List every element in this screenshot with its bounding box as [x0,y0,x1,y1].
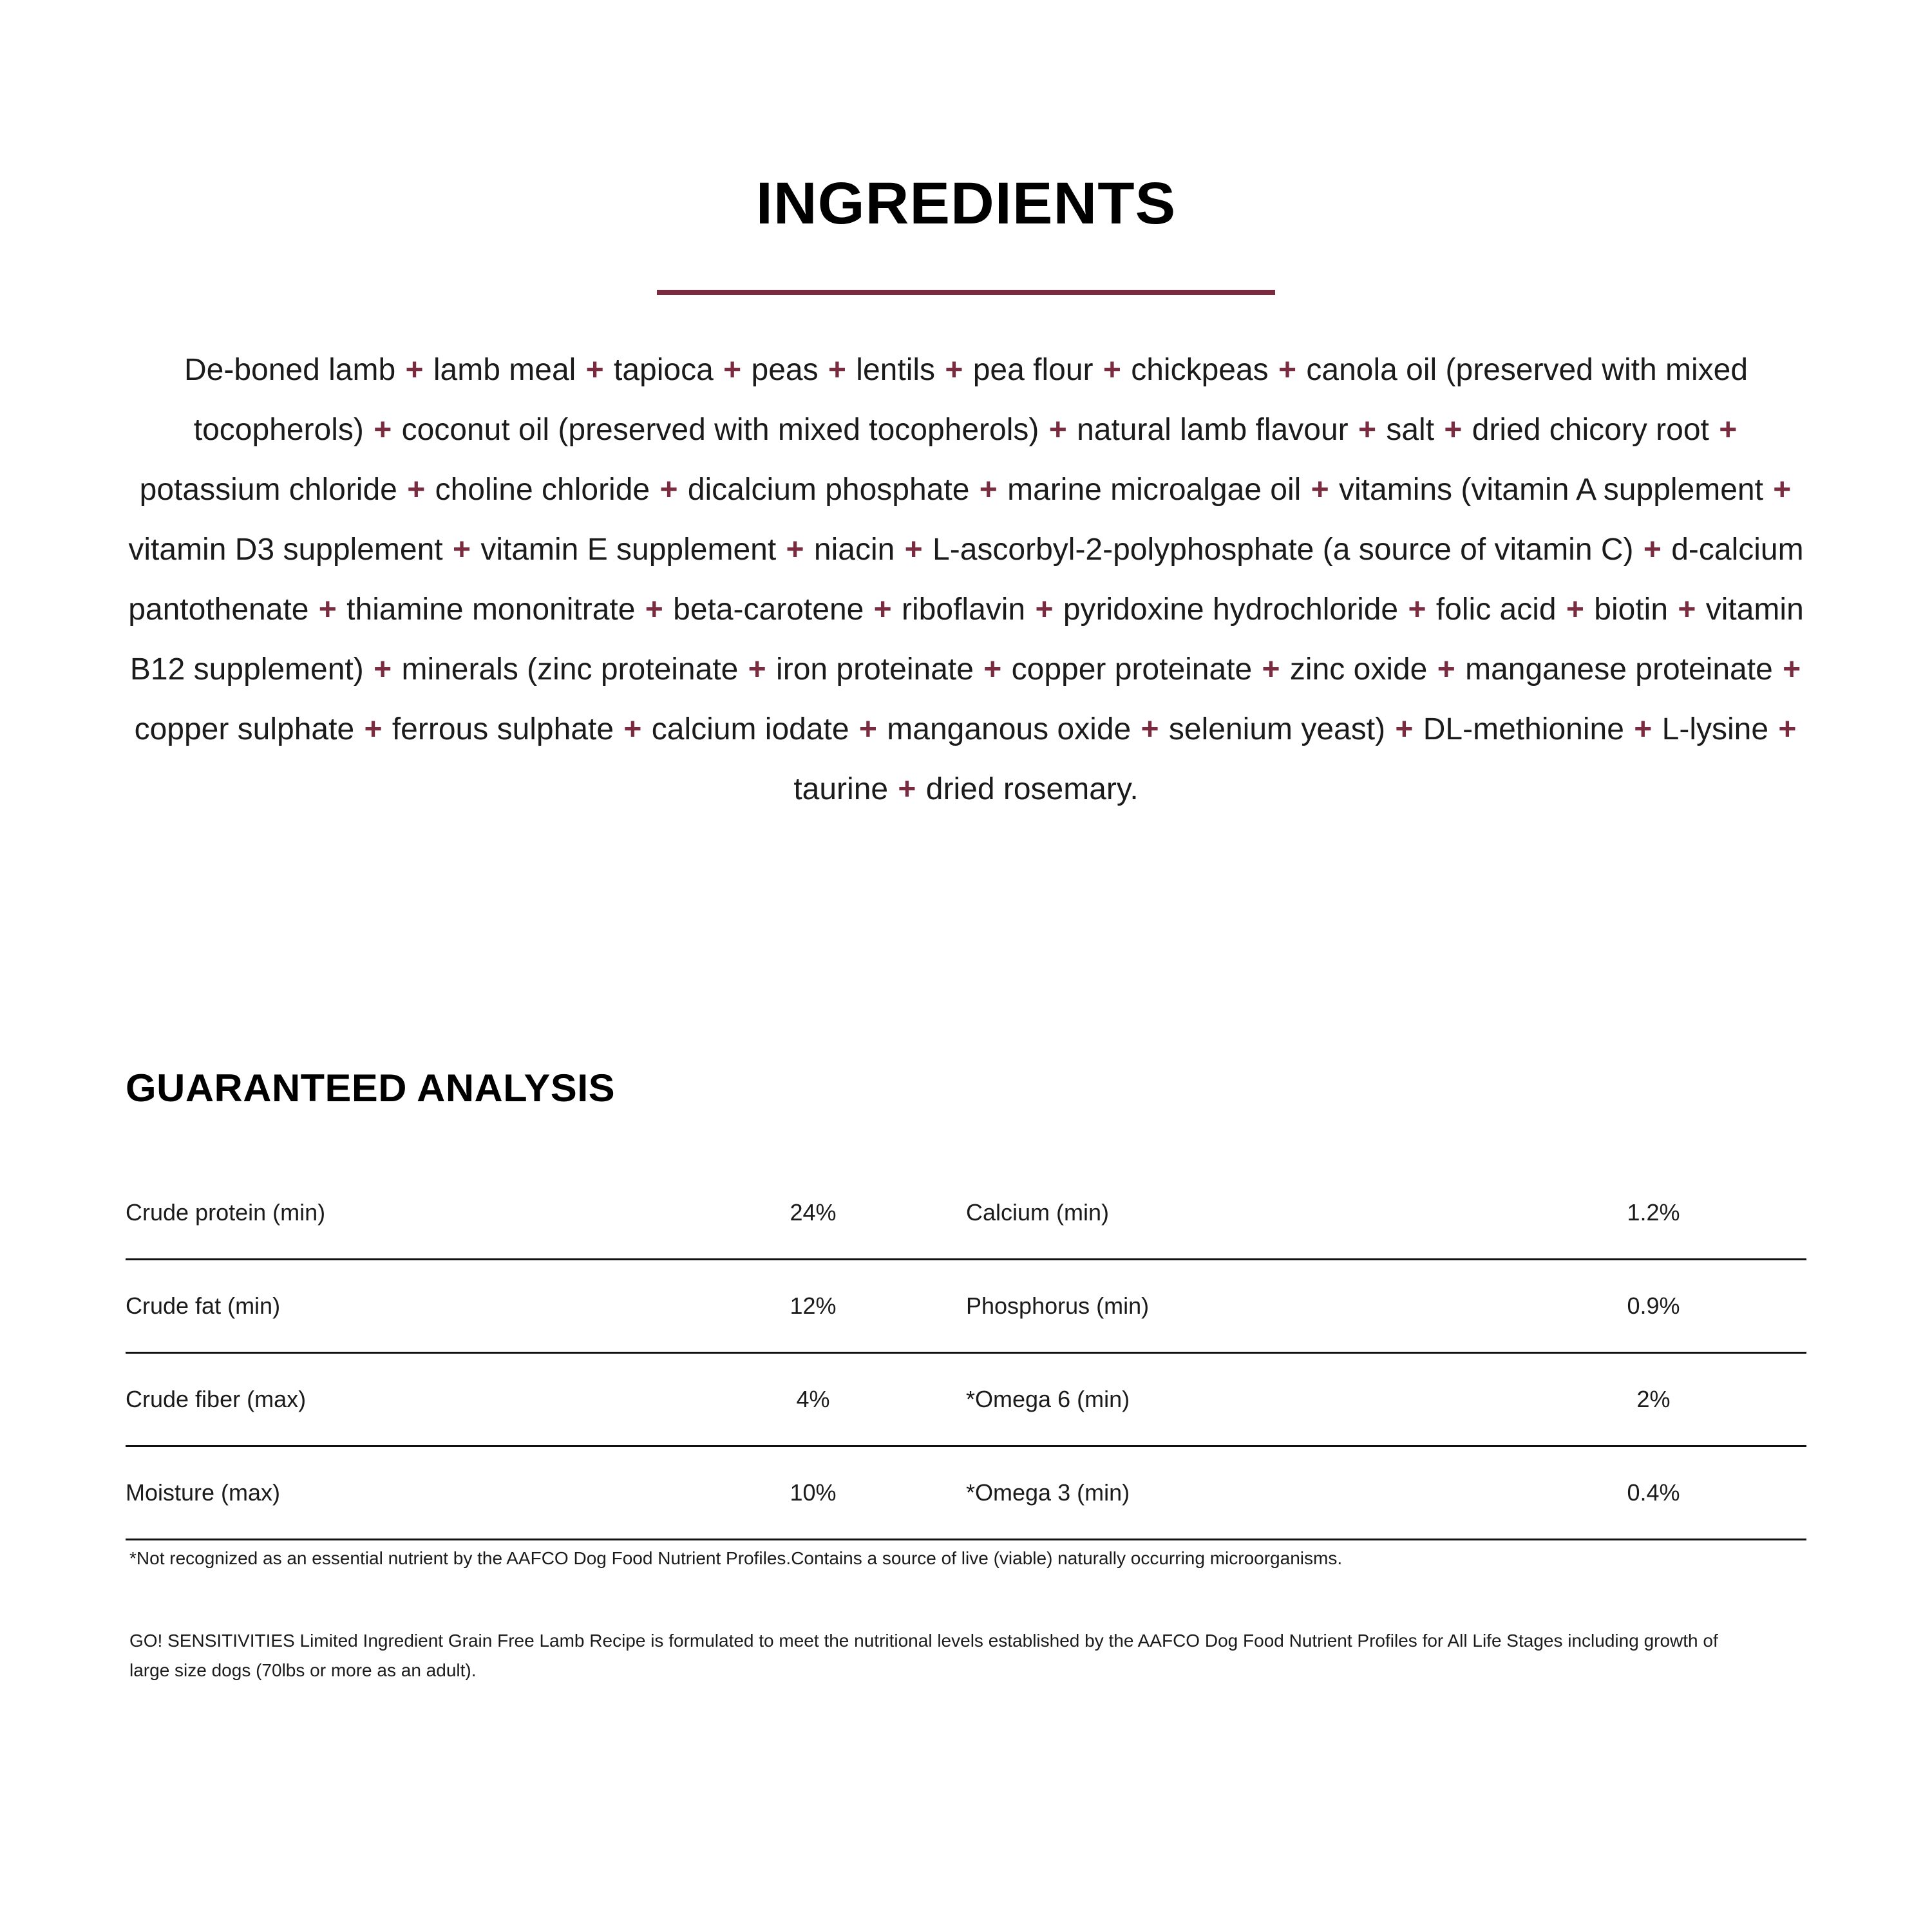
table-row [126,1167,1806,1260]
ingredient-separator: + [444,533,480,567]
ingredient-separator: + [1094,353,1130,387]
ingredient-separator: + [1428,652,1464,687]
analysis-label-right: *Omega 6 (min) [966,1353,1501,1446]
ingredient-separator: + [1132,712,1168,746]
ingredient-item: minerals (zinc proteinate [401,652,739,687]
ingredient-item: vitamin D3 supplement [128,533,443,567]
ingredient-separator: + [714,353,750,387]
ingredient-separator: + [651,473,687,507]
section-title-guaranteed-analysis: GUARANTEED ANALYSIS [126,1066,616,1110]
analysis-value-right: 0.4% [1501,1446,1806,1540]
ingredient-item: calcium iodate [651,712,849,746]
table-row [126,1260,1806,1353]
analysis-label-right: Calcium (min) [966,1167,1501,1260]
analysis-value-left: 24% [660,1167,966,1260]
ingredient-separator: + [636,592,672,627]
analysis-label-left: Moisture (max) [126,1446,660,1540]
ingredients-header [0,0,1932,295]
table-row [126,1353,1806,1446]
ingredient-separator: + [1349,413,1385,447]
ingredient-item: L-ascorbyl-2-polyphosphate (a source of vitamin C) [933,533,1634,567]
ingredient-separator: + [1710,413,1738,447]
aafco-disclaimer: GO! SENSITIVITIES Limited Ingredient Grain Free Lamb Recipe is formulated to meet the nutritional levels established by the AAFCO Dog Food Nutrient Profiles for All Life Stages including growth of large size dogs (70lbs or more as an adult). [129,1631,1718,1680]
ingredient-item: peas [751,353,819,387]
ingredient-separator: + [819,353,855,387]
ingredient-separator: + [1387,712,1422,746]
ingredient-separator: + [398,473,434,507]
ingredient-separator: + [1774,652,1801,687]
analysis-table-body [126,1167,1806,1540]
ingredient-separator: + [1764,473,1792,507]
analysis-footnote: *Not recognized as an essential nutrient by the AAFCO Dog Food Nutrient Profiles.Contains a source of live (viable) naturally occurring microorganisms. [129,1548,1343,1568]
ingredient-separator: + [310,592,346,627]
guaranteed-analysis-table [126,1167,1806,1540]
ingredient-separator: + [1557,592,1593,627]
ingredient-item: beta-carotene [673,592,864,627]
ingredient-item: thiamine mononitrate [346,592,636,627]
ingredient-item: riboflavin [902,592,1026,627]
ingredient-separator: + [365,652,401,687]
ingredient-item: lentils [856,353,936,387]
ingredient-item: ferrous sulphate [392,712,614,746]
analysis-label-left: Crude protein (min) [126,1167,660,1260]
ingredient-item: pyridoxine hydrochloride [1063,592,1399,627]
analysis-label-right: *Omega 3 (min) [966,1446,1501,1540]
analysis-value-right: 2% [1501,1353,1806,1446]
ingredient-item: dried rosemary. [925,772,1139,806]
ingredient-item: manganese proteinate [1465,652,1773,687]
ingredient-item: folic acid [1435,592,1557,627]
ingredient-item: d-calcium pantothenate [128,533,1804,627]
ingredient-separator: + [850,712,886,746]
analysis-value-right: 0.9% [1501,1260,1806,1353]
ingredient-item: natural lamb flavour [1077,413,1349,447]
ingredient-separator: + [1435,413,1471,447]
ingredient-item: dicalcium phosphate [687,473,970,507]
ingredient-separator: + [1669,592,1705,627]
ingredient-separator: + [1040,413,1076,447]
ingredient-item: coconut oil (preserved with mixed tocopherols) [401,413,1039,447]
ingredient-item: vitamin B12 supplement) [129,592,1804,687]
ingredient-separator: + [777,533,813,567]
ingredient-separator: + [1302,473,1338,507]
ingredient-item: selenium yeast) [1168,712,1386,746]
ingredient-separator: + [1027,592,1062,627]
ingredient-separator: + [1269,353,1305,387]
ingredient-item: marine microalgae oil [1007,473,1302,507]
ingredient-separator: + [577,353,613,387]
analysis-label-left: Crude fiber (max) [126,1353,660,1446]
ingredient-item: copper proteinate [1011,652,1253,687]
ingredient-separator: + [615,712,650,746]
ingredient-item: L-lysine [1662,712,1769,746]
ingredient-item: potassium chloride [139,473,397,507]
analysis-label-left: Crude fat (min) [126,1260,660,1353]
ingredient-separator: + [1253,652,1289,687]
ingredient-separator: + [896,533,932,567]
ingredient-item: salt [1386,413,1435,447]
ingredient-separator: + [889,772,925,806]
ingredients-list [122,295,1810,819]
ingredient-item: iron proteinate [776,652,974,687]
ingredient-item: copper sulphate [134,712,355,746]
table-row [126,1446,1806,1540]
ingredient-separator: + [1770,712,1797,746]
ingredient-separator: + [936,353,972,387]
ingredient-separator: + [974,652,1010,687]
ingredient-separator: + [397,353,432,387]
ingredient-item: tapioca [614,353,714,387]
ingredient-separator: + [1399,592,1435,627]
ingredient-separator: + [1634,533,1671,567]
title-divider [657,290,1275,295]
analysis-value-left: 12% [660,1260,966,1353]
analysis-label-right: Phosphorus (min) [966,1260,1501,1353]
ingredient-item: niacin [813,533,895,567]
ingredient-item: manganous oxide [887,712,1132,746]
guaranteed-analysis-section [126,1066,1806,1540]
ingredient-separator: + [865,592,901,627]
page-title: INGREDIENTS [755,171,1177,236]
ingredient-separator: + [355,712,391,746]
ingredient-item: chickpeas [1131,353,1269,387]
ingredient-separator: + [365,413,401,447]
analysis-value-right: 1.2% [1501,1167,1806,1260]
ingredient-item: taurine [793,772,889,806]
analysis-value-left: 4% [660,1353,966,1446]
ingredient-item: choline chloride [435,473,650,507]
analysis-value-left: 10% [660,1446,966,1540]
ingredient-item: biotin [1594,592,1669,627]
ingredient-item: pea flour [972,353,1094,387]
ingredient-separator: + [971,473,1007,507]
ingredient-item: DL-methionine [1423,712,1624,746]
ingredient-item: canola oil (preserved with mixed tocopherols) [193,353,1748,447]
ingredient-separator: + [1625,712,1661,746]
ingredient-item: zinc oxide [1289,652,1428,687]
ingredient-item: vitamin E supplement [480,533,777,567]
ingredient-separator: + [739,652,775,687]
ingredient-item: De-boned lamb [184,353,396,387]
ingredient-item: vitamins (vitamin A supplement [1339,473,1763,507]
ingredient-item: dried chicory root [1472,413,1709,447]
ingredient-item: lamb meal [433,353,576,387]
